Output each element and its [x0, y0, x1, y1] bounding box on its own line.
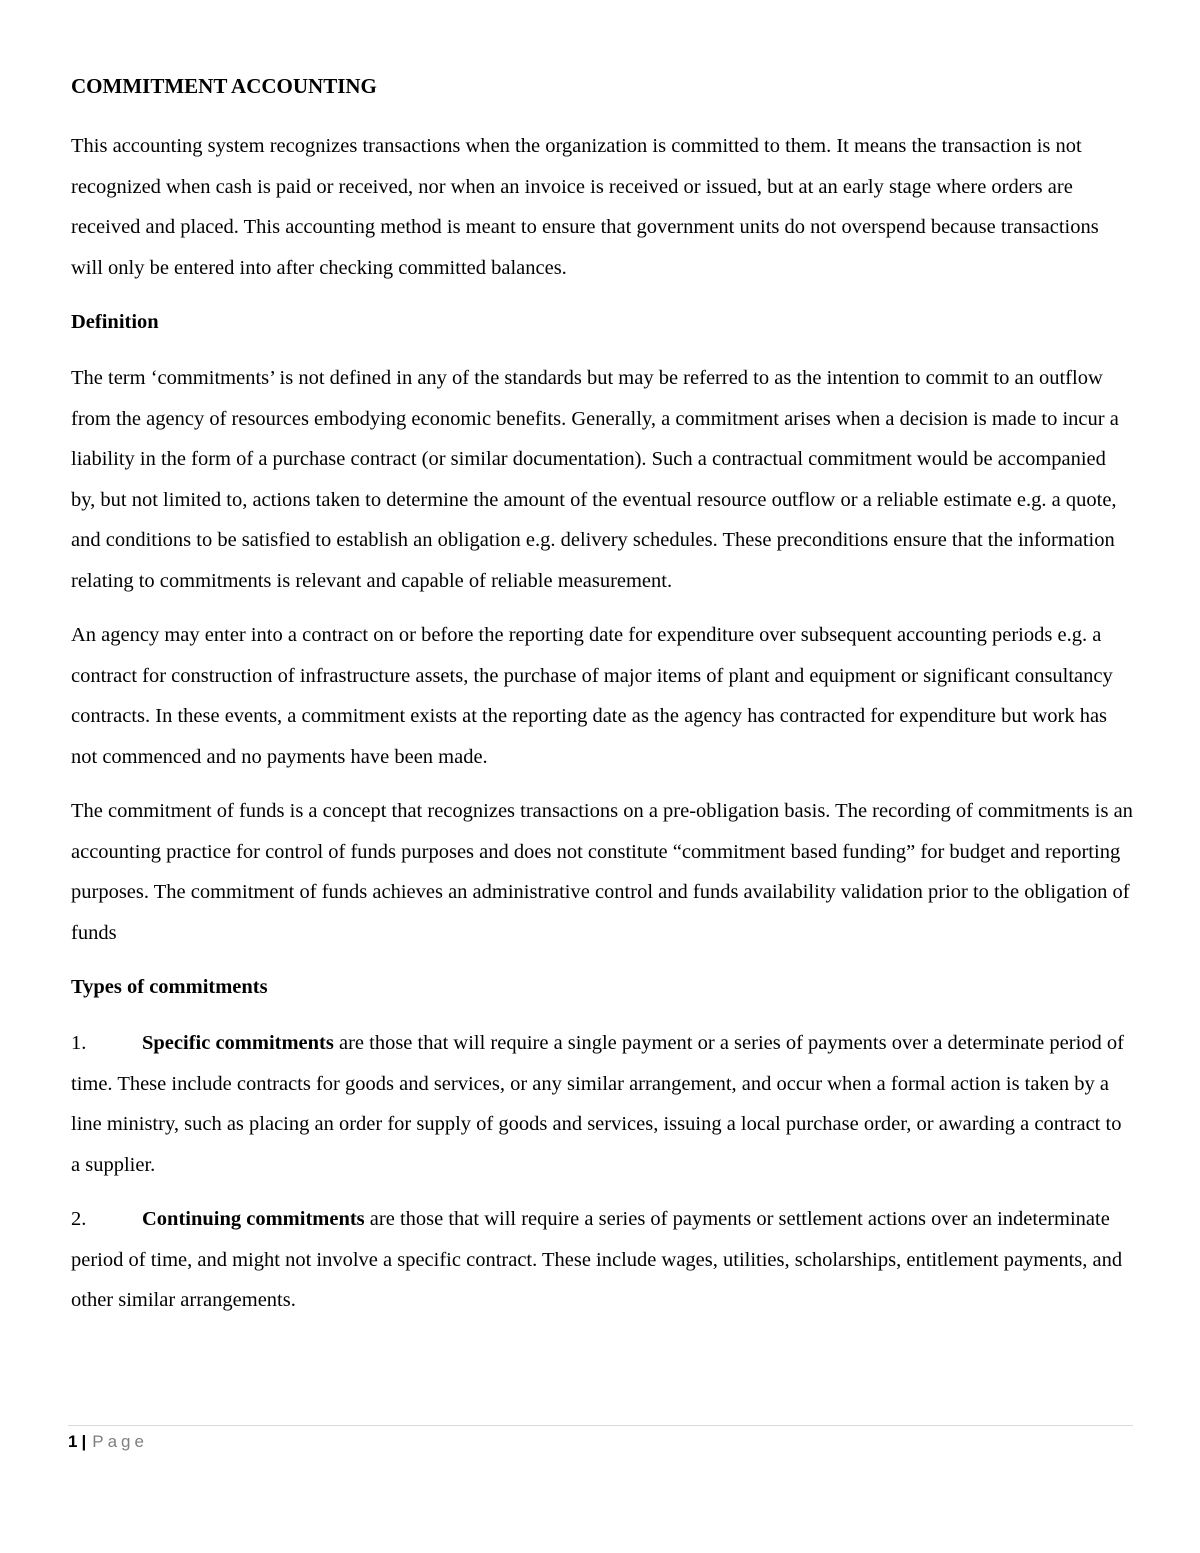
footer-separator: | [81, 1432, 87, 1451]
list-number: 1. [71, 1032, 87, 1054]
definition-paragraph-3: The commitment of funds is a concept that recognizes transactions on a pre-obligation basis. The recording of commitments is an accounting practice for control of funds purposes and does not constitute “commitment based funding” for budget and reporting purposes. The commitment of funds achieves an administrative control and funds availability validation prior to the obligation of funds [71, 800, 1133, 944]
list-text: are those that will require a single payment or a series of payments over a determinate period of time. These include contracts for goods and services, or any similar arrangement, and occur when a formal action is taken by a line ministry, such as placing an order for supply of goods and services, issuing a local purchase order, or awarding a contract to a supplier. [71, 1032, 1124, 1176]
list-number: 2. [71, 1208, 87, 1230]
footer-page-label: Page [92, 1432, 148, 1451]
list-text: are those that will require a series of payments or settlement actions over an indeterminate period of time, and might not involve a specific contract. These include wages, utilities, scholarships, entitlement payments, and other similar arrangements. [71, 1208, 1123, 1311]
document-page [71, 62, 1133, 1335]
footer-page-number: 1 [68, 1432, 78, 1451]
definition-paragraph-2: An agency may enter into a contract on or before the reporting date for expenditure over subsequent accounting periods e.g. a contract for construction of infrastructure assets, the purchase of major items of plant and equipment or significant consultancy contracts. In these events, a commitment exists at the reporting date as the agency has contracted for expenditure but work has not commenced and no payments have been made. [71, 624, 1113, 768]
intro-paragraph: This accounting system recognizes transactions when the organization is committed to them. It means the transaction is not recognized when cash is paid or received, nor when an invoice is received or issued, but at an early stage where orders are received and placed. This accounting method is meant to ensure that government units do not overspend because transactions will only be entered into after checking committed balances. [71, 135, 1099, 279]
page-footer [68, 1425, 1133, 1452]
definition-heading: Definition [71, 311, 159, 333]
definition-paragraph-1: The term ‘commitments’ is not defined in any of the standards but may be referred to as the intention to commit to an outflow from the agency of resources embodying economic benefits. Generally, a commitment arises when a decision is made to incur a liability in the form of a purchase contract (or similar documentation). Such a contractual commitment would be accompanied by, but not limited to, actions taken to determine the amount of the eventual resource outflow or a reliable estimate e.g. a quote, and conditions to be satisfied to establish an obligation e.g. delivery schedules. These preconditions ensure that the information relating to commitments is relevant and capable of reliable measurement. [71, 367, 1119, 592]
list-item-continuing-commitments [71, 1199, 1133, 1321]
list-term: Specific commitments [142, 1032, 334, 1054]
list-item-specific-commitments [71, 1023, 1133, 1185]
types-heading: Types of commitments [71, 976, 268, 998]
list-term: Continuing commitments [142, 1208, 365, 1230]
document-title: COMMITMENT ACCOUNTING [71, 74, 377, 98]
